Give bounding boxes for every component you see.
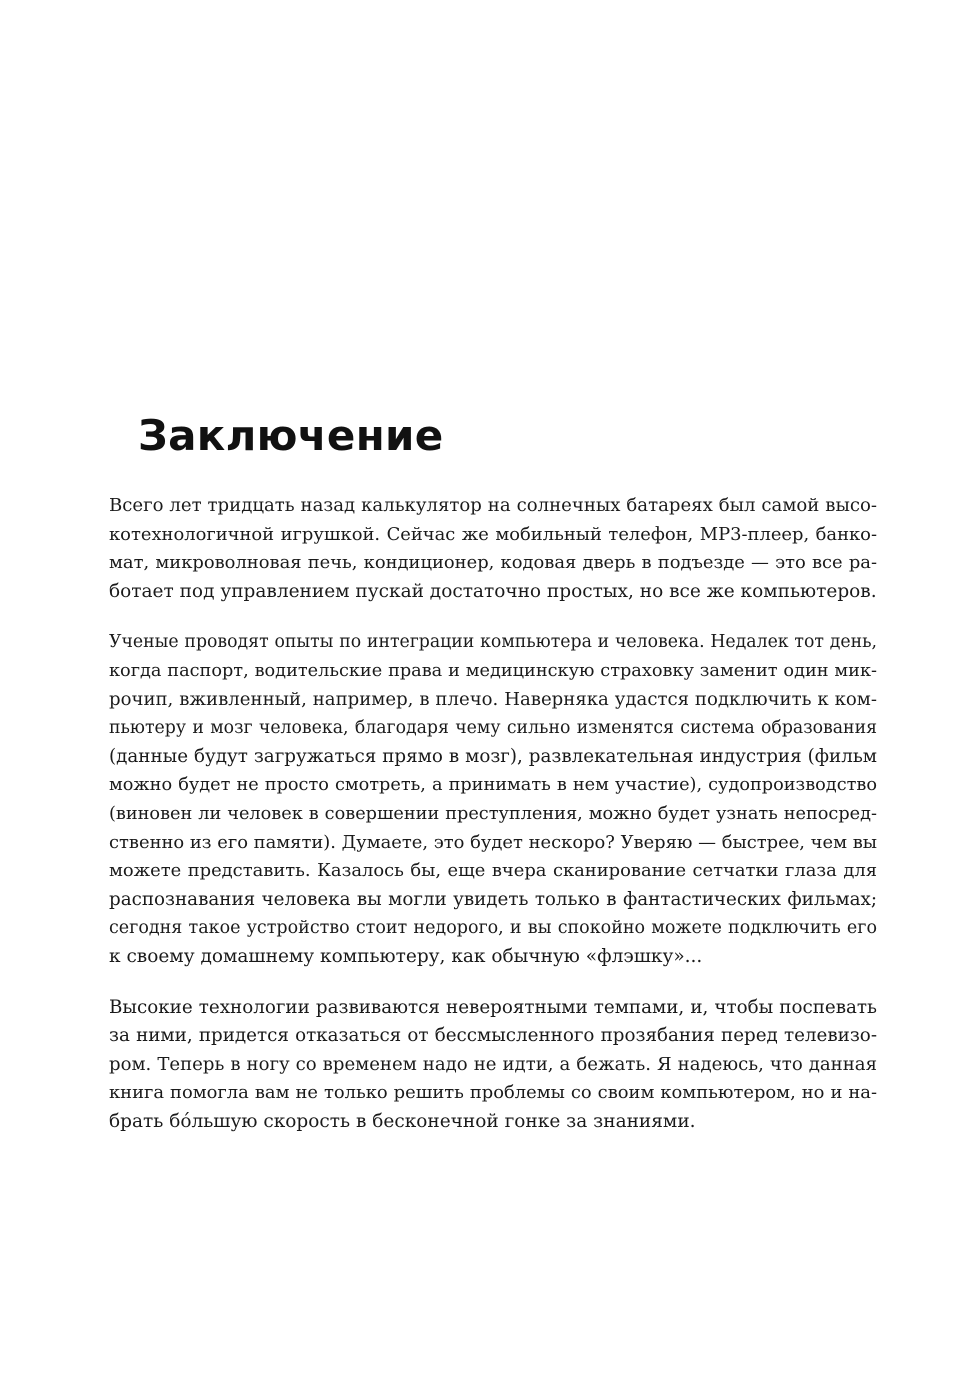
text-line: ром. Теперь в ногу со временем надо не идти, а бежать. Я надеюсь, что данная [109,1053,877,1075]
text-line: Всего лет тридцать назад калькулятор на солнечных батареях был самой высо- [109,495,877,516]
text-line: Ученые проводят опыты по интеграции компьютера и человека. Недалек тот день, [109,632,877,653]
text-line: (виновен ли человек в совершении преступления, можно будет узнать непосред- [109,803,877,824]
text-line: можно будет не просто смотреть, а принимать в нем участие), судопроизводство [109,775,877,796]
paragraph-3 [109,994,877,1137]
text-line: распознавания человека вы могли увидеть только в фантастических фильмах; [109,888,877,910]
text-line: мат, микроволновая печь, кондиционер, кодовая дверь в подъезде — это все ра- [109,552,877,574]
text-line: Высокие технологии развиваются невероятными темпами, и, чтобы поспевать [109,996,877,1018]
chapter-body [109,492,877,1158]
text-line: можете представить. Казалось бы, еще вчера сканирование сетчатки глаза для [109,860,877,882]
text-line: рочип, вживленный, например, в плечо. Наверняка удастся подключить к ком- [109,688,877,710]
text-line: когда паспорт, водительские права и медицинскую страховку заменит один мик- [109,660,877,681]
text-line: (данные будут загружаться прямо в мозг), развлекательная индустрия (фильм [109,745,877,767]
text-line: за ними, придется отказаться от бессмысленного прозябания перед телевизо- [109,1025,877,1047]
text-line: сегодня такое устройство стоит недорого, и вы спокойно можете подключить его [109,918,877,939]
text-line: к своему домашнему компьютеру, как обычную «флэшку»... [109,945,703,967]
paragraph-1 [109,492,877,606]
chapter-title: Заключение [138,411,444,460]
text-line: ственно из его памяти). Думаете, это будет нескоро? Уверяю — быстрее, чем вы [109,831,877,853]
text-line: брать бóльшую скорость в бесконечной гонке за знаниями. [109,1110,696,1132]
paragraph-2 [109,628,877,971]
text-line: котехнологичной игрушкой. Сейчас же мобильный телефон, MP3-плеер, банко- [109,523,877,545]
text-line: ботает под управлением пускай достаточно простых, но все же компьютеров. [109,580,877,602]
text-line: пьютеру и мозг человека, благодаря чему сильно изменятся система образования [109,718,877,739]
text-line: книга помогла вам не только решить проблемы со своим компьютером, но и на- [109,1082,877,1104]
